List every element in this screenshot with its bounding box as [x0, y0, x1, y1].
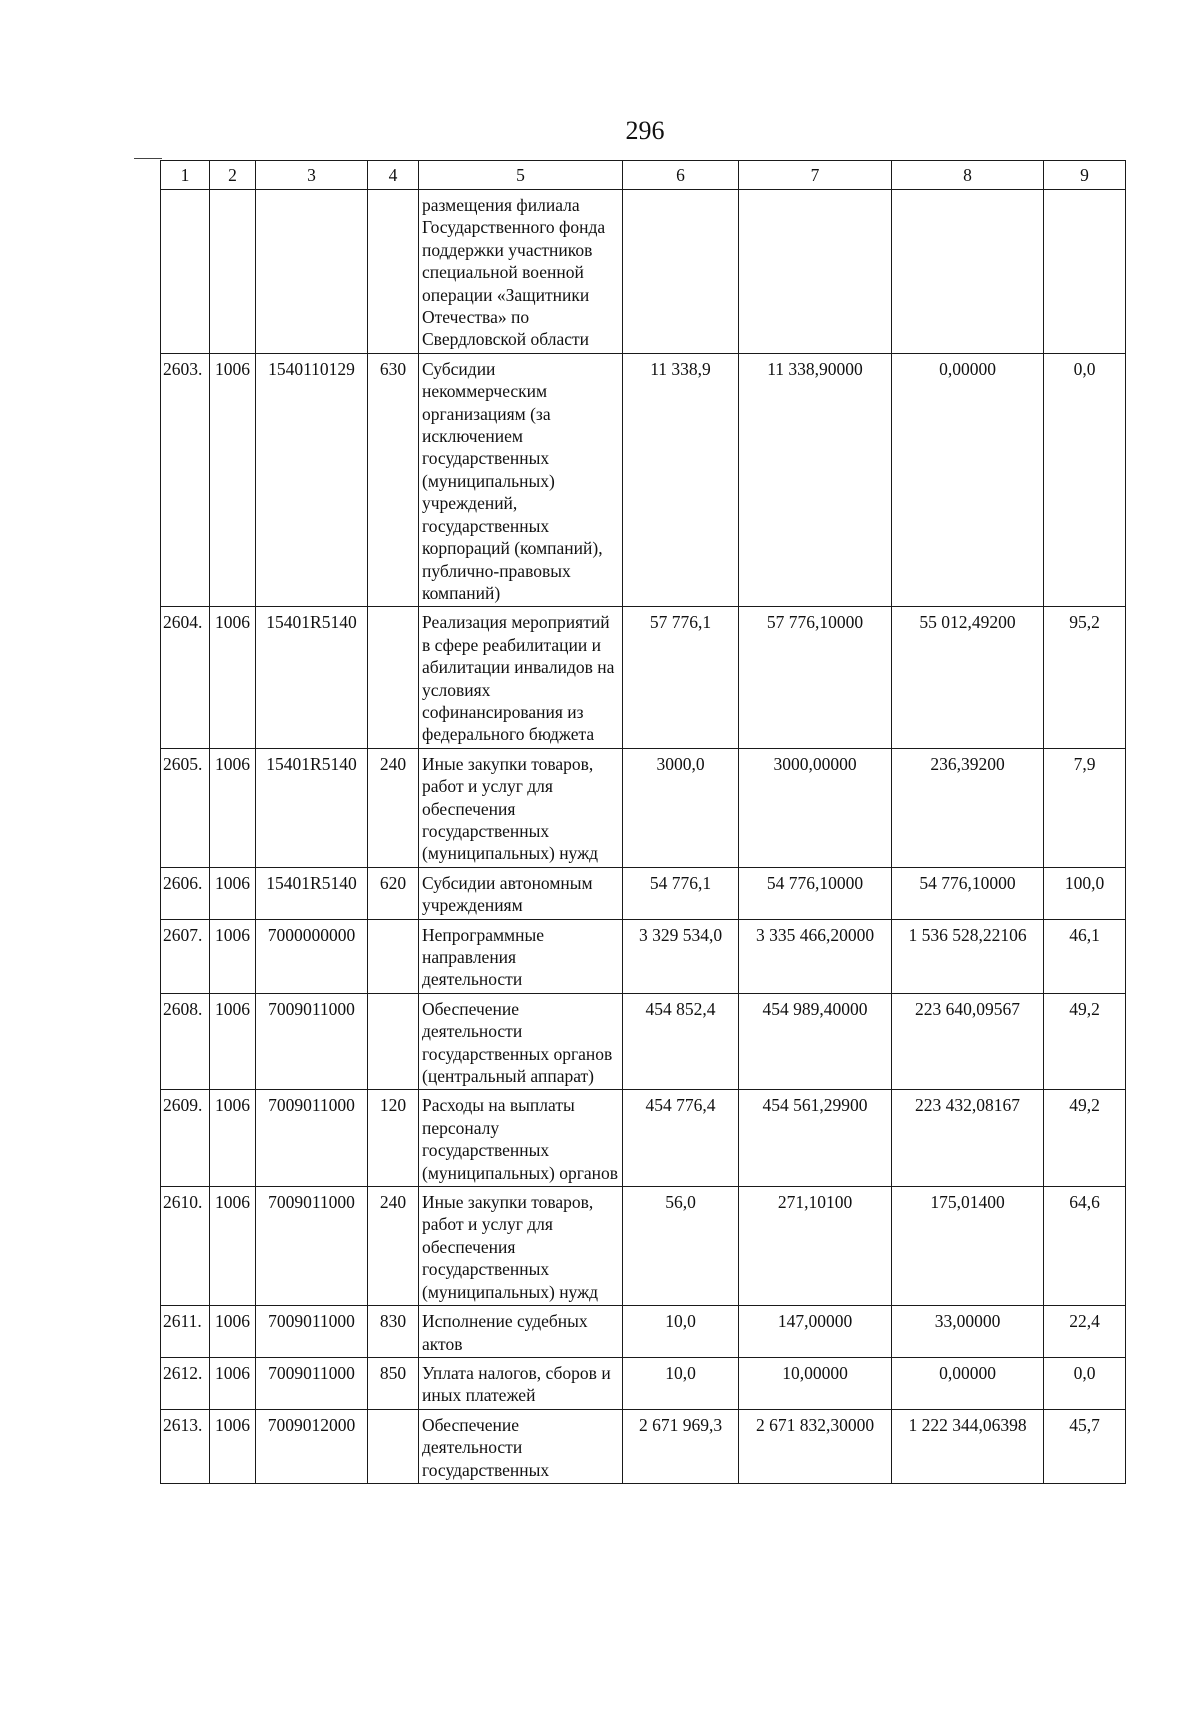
approved-amount: 10,00000 — [739, 1357, 892, 1409]
executed-amount: 223 640,09567 — [892, 993, 1044, 1090]
expense-type-code: 120 — [368, 1090, 419, 1187]
executed-amount: 54 776,10000 — [892, 867, 1044, 919]
expense-type-code — [368, 993, 419, 1090]
target-article-code: 7000000000 — [256, 919, 368, 993]
expense-type-code — [368, 919, 419, 993]
column-header: 6 — [623, 161, 739, 190]
target-article-code: 15401R5140 — [256, 748, 368, 867]
table-row — [161, 919, 1126, 993]
row-number: 2606. — [161, 867, 210, 919]
approved-amount: 54 776,10000 — [739, 867, 892, 919]
executed-amount: 33,00000 — [892, 1306, 1044, 1358]
table-row — [161, 190, 1126, 354]
target-article-code: 7009011000 — [256, 993, 368, 1090]
approved-amount: 3000,00000 — [739, 748, 892, 867]
executed-amount: 223 432,08167 — [892, 1090, 1044, 1187]
column-header: 4 — [368, 161, 419, 190]
expense-type-code — [368, 1409, 419, 1483]
executed-amount — [892, 190, 1044, 354]
row-number: 2605. — [161, 748, 210, 867]
expense-type-code — [368, 607, 419, 748]
row-number: 2608. — [161, 993, 210, 1090]
section-code: 1006 — [210, 1306, 256, 1358]
execution-percent — [1044, 190, 1126, 354]
section-code — [210, 190, 256, 354]
target-article-code: 1540110129 — [256, 353, 368, 606]
executed-amount: 0,00000 — [892, 1357, 1044, 1409]
table-header — [161, 161, 1126, 190]
execution-percent: 7,9 — [1044, 748, 1126, 867]
execution-percent: 64,6 — [1044, 1187, 1126, 1306]
execution-percent: 45,7 — [1044, 1409, 1126, 1483]
row-number: 2611. — [161, 1306, 210, 1358]
item-description: Расходы на выплаты персоналу государственных (муниципальных) органов — [419, 1090, 623, 1187]
table-row — [161, 867, 1126, 919]
item-description: размещения филиала Государственного фонда поддержки участников специальной военной операции «Защитники Отечества» по Свердловской области — [419, 190, 623, 354]
target-article-code: 7009011000 — [256, 1306, 368, 1358]
target-article-code: 7009011000 — [256, 1090, 368, 1187]
table-row — [161, 353, 1126, 606]
executed-amount: 236,39200 — [892, 748, 1044, 867]
section-code: 1006 — [210, 353, 256, 606]
execution-percent: 49,2 — [1044, 1090, 1126, 1187]
column-header: 3 — [256, 161, 368, 190]
planned-amount: 56,0 — [623, 1187, 739, 1306]
row-number: 2603. — [161, 353, 210, 606]
executed-amount: 0,00000 — [892, 353, 1044, 606]
item-description: Обеспечение деятельности государственных — [419, 1409, 623, 1483]
approved-amount: 2 671 832,30000 — [739, 1409, 892, 1483]
budget-table — [160, 160, 1126, 1484]
approved-amount: 454 561,29900 — [739, 1090, 892, 1187]
approved-amount: 454 989,40000 — [739, 993, 892, 1090]
execution-percent: 95,2 — [1044, 607, 1126, 748]
section-code: 1006 — [210, 1090, 256, 1187]
target-article-code: 7009011000 — [256, 1187, 368, 1306]
section-code: 1006 — [210, 1409, 256, 1483]
item-description: Субсидии автономным учреждениям — [419, 867, 623, 919]
expense-type-code: 830 — [368, 1306, 419, 1358]
target-article-code: 7009011000 — [256, 1357, 368, 1409]
row-number — [161, 190, 210, 354]
approved-amount — [739, 190, 892, 354]
planned-amount: 454 776,4 — [623, 1090, 739, 1187]
approved-amount: 3 335 466,20000 — [739, 919, 892, 993]
execution-percent: 0,0 — [1044, 1357, 1126, 1409]
item-description: Обеспечение деятельности государственных органов (центральный аппарат) — [419, 993, 623, 1090]
planned-amount: 3 329 534,0 — [623, 919, 739, 993]
page-number: 296 — [625, 116, 665, 145]
column-header: 7 — [739, 161, 892, 190]
item-description: Иные закупки товаров, работ и услуг для обеспечения государственных (муниципальных) нужд — [419, 1187, 623, 1306]
approved-amount: 57 776,10000 — [739, 607, 892, 748]
table-row — [161, 1306, 1126, 1358]
table-row — [161, 607, 1126, 748]
column-header: 5 — [419, 161, 623, 190]
target-article-code: 7009012000 — [256, 1409, 368, 1483]
approved-amount: 11 338,90000 — [739, 353, 892, 606]
section-code: 1006 — [210, 867, 256, 919]
row-number: 2612. — [161, 1357, 210, 1409]
expense-type-code — [368, 190, 419, 354]
approved-amount: 271,10100 — [739, 1187, 892, 1306]
target-article-code — [256, 190, 368, 354]
planned-amount: 2 671 969,3 — [623, 1409, 739, 1483]
table-row — [161, 1187, 1126, 1306]
item-description: Реализация мероприятий в сфере реабилитации и абилитации инвалидов на условиях софинансирования из федерального бюджета — [419, 607, 623, 748]
table-row — [161, 1357, 1126, 1409]
table-row — [161, 748, 1126, 867]
executed-amount: 175,01400 — [892, 1187, 1044, 1306]
table-body — [161, 190, 1126, 1484]
execution-percent: 49,2 — [1044, 993, 1126, 1090]
table-row — [161, 993, 1126, 1090]
expense-type-code: 620 — [368, 867, 419, 919]
table-row — [161, 1090, 1126, 1187]
planned-amount: 11 338,9 — [623, 353, 739, 606]
row-number: 2609. — [161, 1090, 210, 1187]
row-number: 2604. — [161, 607, 210, 748]
planned-amount: 54 776,1 — [623, 867, 739, 919]
executed-amount: 1 536 528,22106 — [892, 919, 1044, 993]
section-code: 1006 — [210, 919, 256, 993]
column-header: 9 — [1044, 161, 1126, 190]
execution-percent: 0,0 — [1044, 353, 1126, 606]
expense-type-code: 240 — [368, 1187, 419, 1306]
item-description: Уплата налогов, сборов и иных платежей — [419, 1357, 623, 1409]
section-code: 1006 — [210, 993, 256, 1090]
executed-amount: 55 012,49200 — [892, 607, 1044, 748]
expense-type-code: 850 — [368, 1357, 419, 1409]
item-description: Непрограммные направления деятельности — [419, 919, 623, 993]
planned-amount: 3000,0 — [623, 748, 739, 867]
section-code: 1006 — [210, 1187, 256, 1306]
execution-percent: 22,4 — [1044, 1306, 1126, 1358]
executed-amount: 1 222 344,06398 — [892, 1409, 1044, 1483]
planned-amount: 57 776,1 — [623, 607, 739, 748]
target-article-code: 15401R5140 — [256, 607, 368, 748]
row-number: 2607. — [161, 919, 210, 993]
column-header: 8 — [892, 161, 1044, 190]
approved-amount: 147,00000 — [739, 1306, 892, 1358]
column-header: 1 — [161, 161, 210, 190]
planned-amount: 10,0 — [623, 1357, 739, 1409]
item-description: Иные закупки товаров, работ и услуг для обеспечения государственных (муниципальных) нужд — [419, 748, 623, 867]
column-header: 2 — [210, 161, 256, 190]
planned-amount: 10,0 — [623, 1306, 739, 1358]
planned-amount: 454 852,4 — [623, 993, 739, 1090]
section-code: 1006 — [210, 607, 256, 748]
section-code: 1006 — [210, 1357, 256, 1409]
row-number: 2613. — [161, 1409, 210, 1483]
table-row — [161, 1409, 1126, 1483]
row-number: 2610. — [161, 1187, 210, 1306]
section-code: 1006 — [210, 748, 256, 867]
expense-type-code: 630 — [368, 353, 419, 606]
expense-type-code: 240 — [368, 748, 419, 867]
item-description: Исполнение судебных актов — [419, 1306, 623, 1358]
target-article-code: 15401R5140 — [256, 867, 368, 919]
header-row — [161, 161, 1126, 190]
top-rule — [134, 158, 162, 159]
execution-percent: 100,0 — [1044, 867, 1126, 919]
execution-percent: 46,1 — [1044, 919, 1126, 993]
item-description: Субсидии некоммерческим организациям (за исключением государственных (муниципальных) учреждений, государственных корпораций (компаний), публично-правовых компаний) — [419, 353, 623, 606]
planned-amount — [623, 190, 739, 354]
